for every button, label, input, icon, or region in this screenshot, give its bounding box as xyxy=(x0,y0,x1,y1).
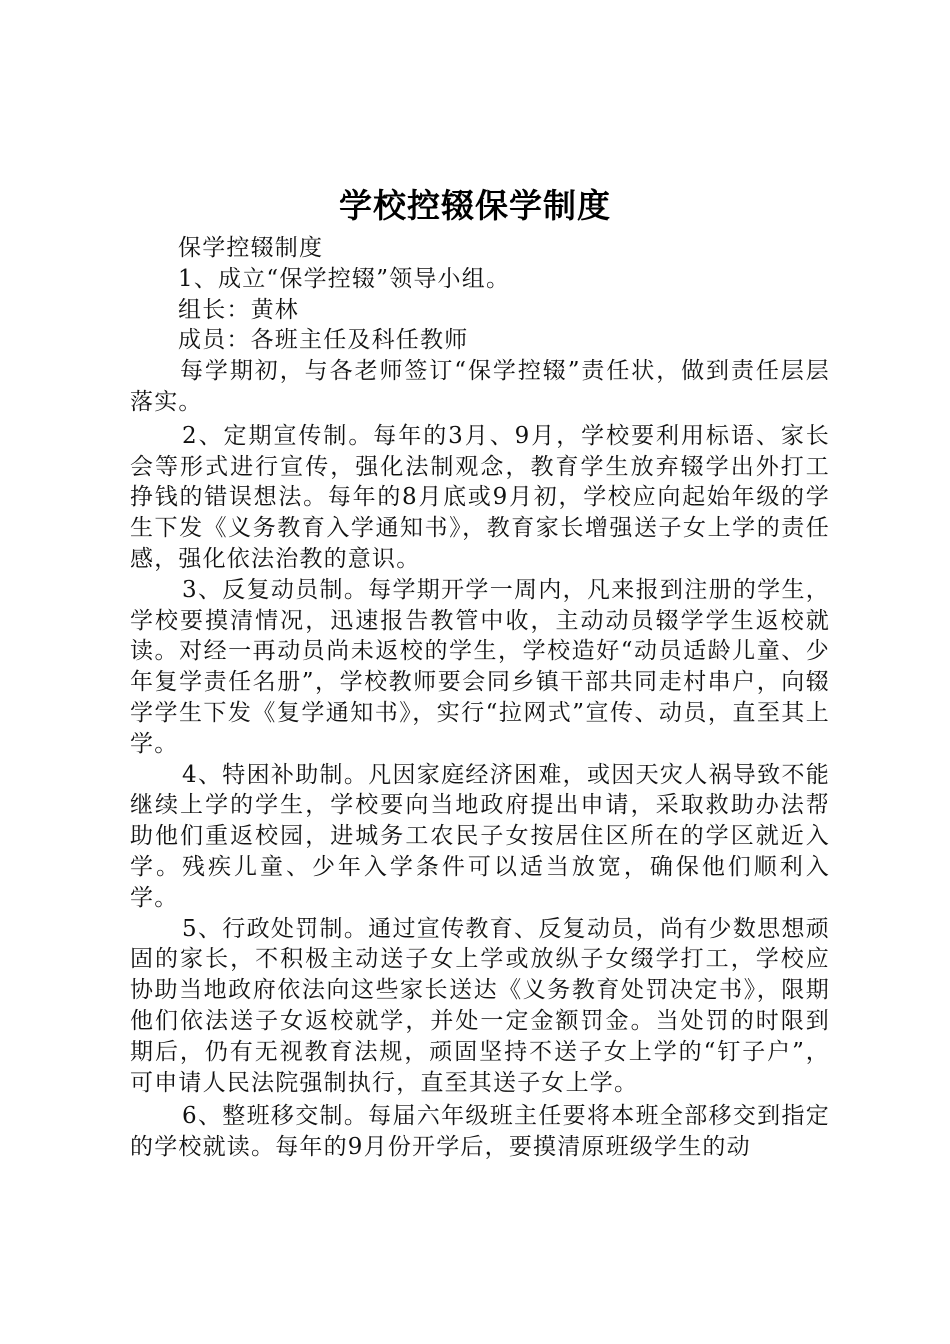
paragraph-mobilization: 3、反复动员制。每学期开学一周内，凡来报到注册的学生，学校要摸清情况，迅速报告教管中收，主动动员辍学学生返校就读。对经一再动员尚未返校的学生，学校造好“动员适龄儿童、少年复学责任名册”，学校教师要会同乡镇干部共同走村串户，向辍学学生下发《复学通知书》，实行“拉网式”宣传、动员，直至其上学。 xyxy=(130,576,830,757)
paragraph-members: 成员：各班主任及科任教师 xyxy=(178,327,469,354)
section-heading: 保学控辍制度 xyxy=(178,235,324,261)
paragraph-class-transfer: 6、整班移交制。每届六年级班主任要将本班全部移交到指定的学校就读。每年的9月份开学后，要摸清原班级学生的动 xyxy=(130,1103,830,1161)
paragraph-group-leader: 组长：黄林 xyxy=(178,296,299,323)
paragraph-leadership-group: 1、成立“保学控辍”领导小组。 xyxy=(178,265,511,292)
paragraph-penalty: 5、行政处罚制。通过宣传教育、反复动员，尚有少数思想顽固的家长，不积极主动送子女上学或放纵子女缀学打工，学校应协助当地政府依法向这些家长送达《义务教育处罚决定书》，限期他们依法送子女返校就学，并处一定金额罚金。当处罚的时限到期后，仍有无视教育法规，顽固坚持不送子女上学的“钉子户”，可申请人民法院强制执行，直至其送子女上学。 xyxy=(130,915,830,1096)
paragraph-responsibility: 每学期初，与各老师签订“保学控辍”责任状，做到责任层层落实。 xyxy=(130,358,830,415)
document-title: 学校控辍保学制度 xyxy=(339,186,611,225)
document-body xyxy=(130,233,830,1163)
paragraph-publicity: 2、定期宣传制。每年的3月、9月，学校要利用标语、家长会等形式进行宣传，强化法制观念，教育学生放弃辍学出外打工挣钱的错误想法。每年的8月底或9月初，学校应向起始年级的学生下发《义务教育入学通知书》，教育家长增强送子女上学的责任感，强化依法治教的意识。 xyxy=(130,422,830,572)
paragraph-subsidy: 4、特困补助制。凡因家庭经济困难，或因天灾人祸导致不能继续上学的学生，学校要向当地政府提出申请，采取救助办法帮助他们重返校园，进城务工农民子女按居住区所在的学区就近入学。残疾儿童、少年入学条件可以适当放宽，确保他们顺利入学。 xyxy=(130,761,830,911)
